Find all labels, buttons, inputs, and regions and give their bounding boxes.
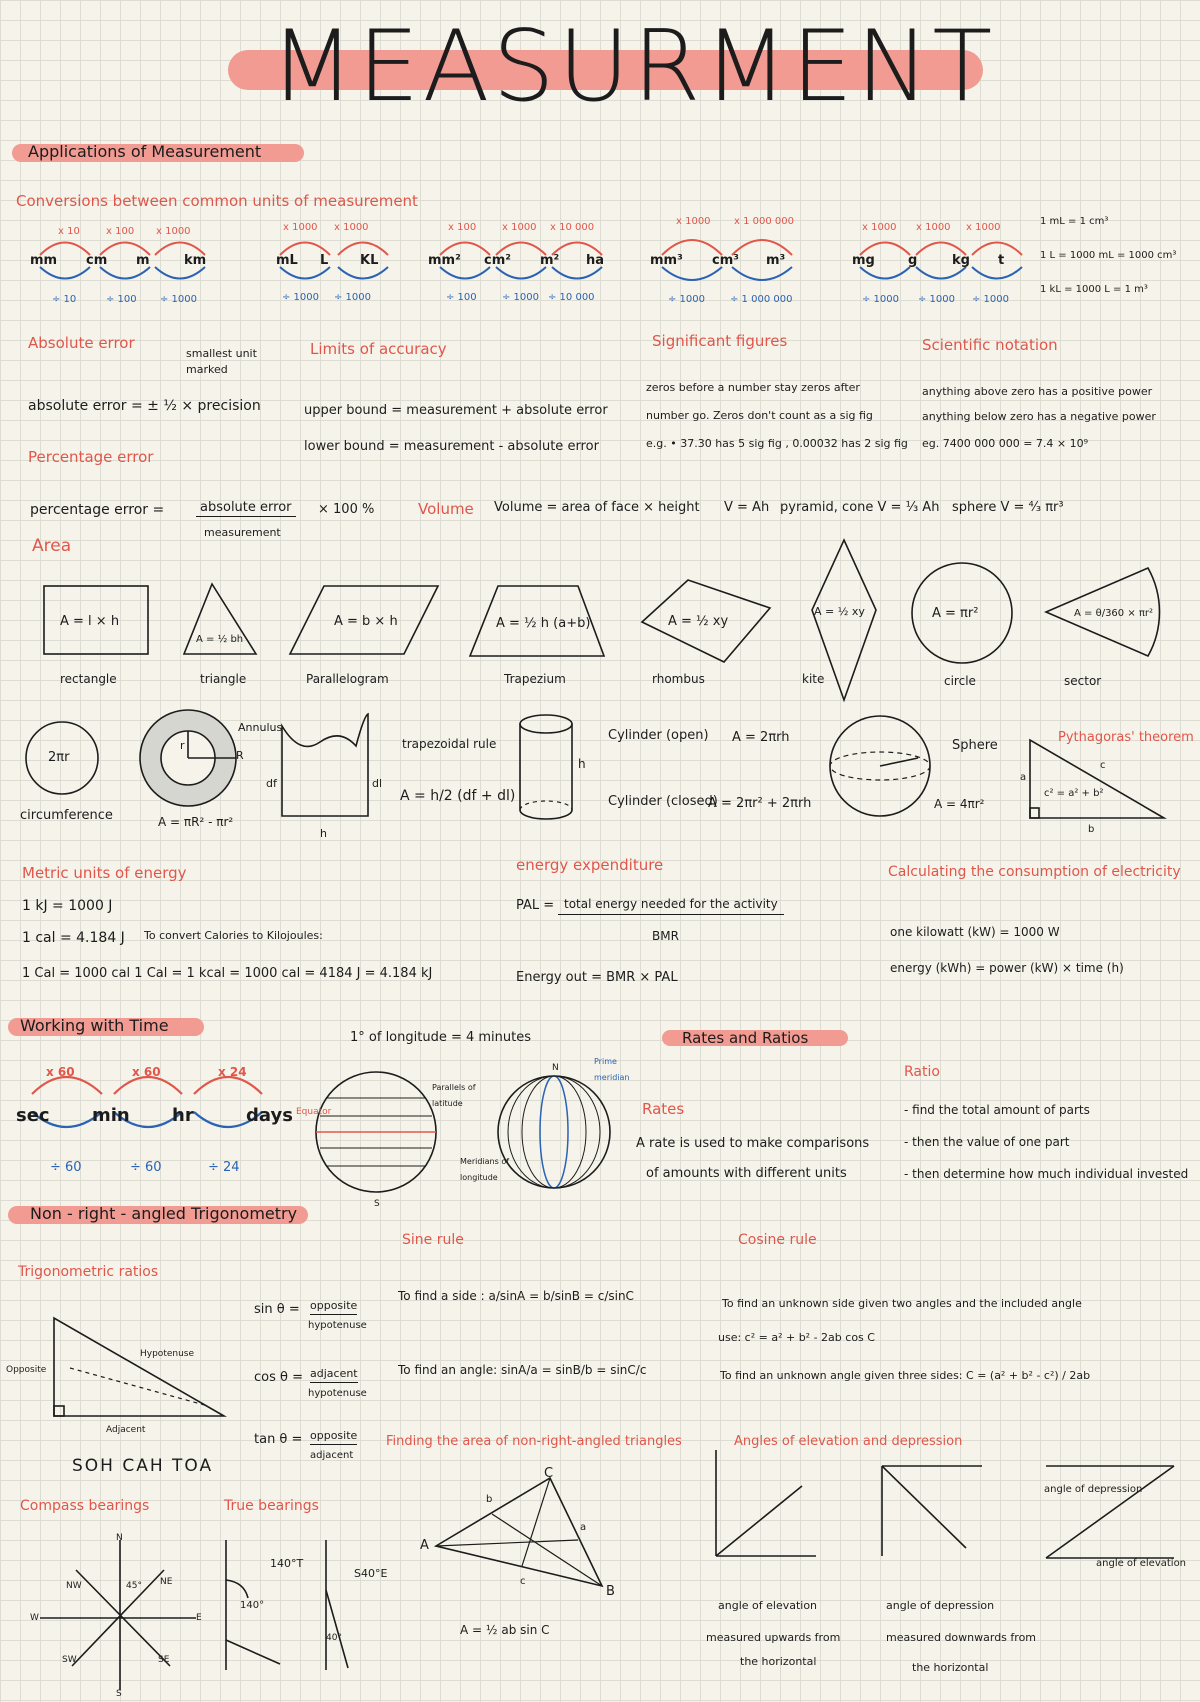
ratio-heading: Ratio — [904, 1064, 940, 1080]
pythagoras-triangle — [1030, 740, 1164, 818]
cosine-rule-angle: To find an unknown angle given three sides: C = (a² + b² - c²) / 2ab — [720, 1369, 1091, 1382]
cylinder-open-formula: A = 2πrh — [732, 730, 790, 745]
tri-a: a — [580, 1522, 587, 1533]
shape-name: Trapezium — [504, 672, 566, 686]
cos-num: adjacent — [310, 1366, 358, 1383]
multiply-label: x 1000 — [916, 222, 951, 233]
divide-label: ÷ 1000 — [972, 294, 1010, 305]
pal-lhs: PAL = — [516, 898, 555, 913]
sphere-formula: A = 4πr² — [934, 797, 985, 811]
compass-nw: NW — [66, 1581, 82, 1591]
multiply-label: x 1000 — [502, 222, 537, 233]
energy-Cal: 1 Cal = 1000 cal 1 Cal = 1 kcal = 1000 cal = 4184 J = 4.184 kJ — [22, 966, 433, 981]
compass-w: W — [30, 1613, 39, 1623]
shape-name: rhombus — [652, 672, 705, 686]
soh-cah-toa: SOH CAH TOA — [72, 1456, 214, 1476]
compass-se: SE — [158, 1655, 170, 1665]
cos-den: hypotenuse — [308, 1388, 367, 1399]
sine-rule-side: To find a side : a/sinA = b/sinB = c/sinC — [398, 1289, 634, 1303]
triangle-area-formula: A = ½ ab sin C — [460, 1623, 550, 1637]
pal-num: total energy needed for the activity — [558, 896, 784, 915]
divide-label: ÷ 1000 — [502, 292, 540, 303]
depression-caption: the horizontal — [912, 1661, 989, 1674]
ratio-step: - then the value of one part — [904, 1135, 1070, 1149]
unit-label: mm — [30, 253, 58, 268]
tri-b: b — [486, 1494, 493, 1505]
time-unit: hr — [172, 1105, 194, 1126]
sig-figs-line: e.g. • 37.30 has 5 sig fig , 0.00032 has 2 sig fig — [646, 437, 908, 450]
depression-label: angle of depression — [1044, 1484, 1143, 1495]
area-formula: A = πr² — [932, 606, 979, 621]
compass-ne: NE — [160, 1577, 173, 1587]
rates-line: A rate is used to make comparisons — [636, 1136, 870, 1151]
sig-figs-line: number go. Zeros don't count as a sig fig — [646, 409, 873, 422]
sin-num: opposite — [310, 1298, 357, 1315]
time-divide: ÷ 60 — [50, 1160, 82, 1175]
divide-label: ÷ 100 — [446, 292, 477, 303]
upper-bound: upper bound = measurement + absolute error — [304, 403, 608, 418]
triangle-area-heading: Finding the area of non-right-angled triangles — [386, 1434, 682, 1449]
pythagoras-c: c — [1100, 760, 1106, 771]
multiply-label: x 10 — [58, 226, 80, 237]
trap-df: df — [266, 777, 277, 790]
cosine-rule-use: use: c² = a² + b² - 2ab cos C — [718, 1331, 875, 1344]
cylinder-closed: Cylinder (closed) — [608, 794, 718, 809]
energy-kj: 1 kJ = 1000 J — [22, 898, 113, 914]
bearing-S40E: S40°E — [354, 1567, 388, 1580]
time-divide: ÷ 60 — [130, 1160, 162, 1175]
ratio-step: - find the total amount of parts — [904, 1103, 1090, 1117]
electricity-kw: one kilowatt (kW) = 1000 W — [890, 925, 1060, 939]
percentage-error-rhs: × 100 % — [318, 502, 375, 517]
divide-label: ÷ 1000 — [918, 294, 956, 305]
unit-label: L — [320, 253, 329, 268]
elevation-heading: Angles of elevation and depression — [734, 1434, 963, 1449]
lower-bound: lower bound = measurement - absolute error — [304, 439, 599, 454]
unit-label: m — [136, 253, 150, 268]
trap-h: h — [320, 827, 327, 840]
meridians-label: Meridians of longitude — [460, 1157, 510, 1182]
equator-label: Equator — [296, 1107, 332, 1117]
bearing-140-angle: 140° — [240, 1600, 265, 1611]
shape-name: rectangle — [60, 672, 117, 686]
trap-dl: dl — [372, 777, 383, 790]
area-formula: A = ½ bh — [196, 634, 244, 645]
pythagoras-formula: c² = a² + b² — [1044, 788, 1104, 799]
tan-lhs: tan θ = — [254, 1432, 303, 1447]
conversions-heading: Conversions between common units of measurement — [16, 192, 418, 210]
bearing-140T: 140°T — [270, 1557, 304, 1570]
time-unit: sec — [16, 1105, 50, 1126]
area-formula: A = ½ h (a+b) — [496, 616, 591, 631]
longitude-note: 1° of longitude = 4 minutes — [350, 1030, 532, 1045]
cosine-rule-side: To find an unknown side given two angles and the included angle — [722, 1297, 1082, 1310]
unit-label: mL — [276, 253, 298, 268]
multiply-label: x 1 000 000 — [734, 216, 794, 227]
conversion-note: 1 kL = 1000 L = 1 m³ — [1040, 284, 1148, 295]
unit-label: ha — [586, 253, 605, 268]
section-applications: Applications of Measurement — [28, 142, 262, 161]
trapezoidal-label: trapezoidal rule — [402, 737, 497, 751]
sci-line: anything above zero has a positive power — [922, 385, 1153, 398]
divide-label: ÷ 100 — [106, 294, 137, 305]
tri-B: B — [606, 1584, 615, 1599]
conversion-note: 1 mL = 1 cm³ — [1040, 216, 1109, 227]
sci-line: eg. 7400 000 000 = 7.4 × 10⁹ — [922, 437, 1089, 450]
compass-e: E — [196, 1613, 202, 1623]
area-formula: A = ½ xy — [668, 614, 729, 629]
divide-label: ÷ 1000 — [282, 292, 320, 303]
sine-rule-heading: Sine rule — [402, 1232, 464, 1248]
cosine-rule-heading: Cosine rule — [738, 1232, 817, 1248]
rates-line: of amounts with different units — [646, 1166, 847, 1181]
volume-sphere: sphere V = ⁴⁄₃ πr³ — [952, 500, 1064, 515]
compass-bearings-heading: Compass bearings — [20, 1498, 150, 1514]
electricity-kwh: energy (kWh) = power (kW) × time (h) — [890, 961, 1124, 975]
divide-label: ÷ 1000 — [862, 294, 900, 305]
time-unit: days — [246, 1105, 293, 1126]
trapezoidal-shape — [282, 714, 368, 816]
page-title: MEASURMENT — [270, 10, 996, 124]
unit-label: cm³ — [712, 253, 739, 268]
multiply-label: x 1000 — [283, 222, 318, 233]
area-heading: Area — [32, 536, 72, 556]
multiply-label: x 1000 — [334, 222, 369, 233]
unit-label: mm³ — [650, 253, 683, 268]
unit-label: mg — [852, 253, 875, 268]
elevation-label: angle of elevation — [1096, 1558, 1187, 1569]
energy-expenditure-heading: energy expenditure — [516, 856, 664, 874]
volume-prism: V = Ah — [724, 500, 770, 515]
unit-label: cm — [86, 253, 108, 268]
globe-s: S — [374, 1199, 380, 1209]
tan-num: opposite — [310, 1428, 357, 1445]
time-multiply: x 60 — [132, 1065, 161, 1079]
tri-A: A — [420, 1538, 429, 1553]
divide-label: ÷ 1000 — [160, 294, 198, 305]
divide-label: ÷ 1 000 000 — [730, 294, 793, 305]
volume-formula: Volume = area of face × height — [494, 500, 700, 515]
multiply-label: x 1000 — [862, 222, 897, 233]
annulus-formula: A = πR² - πr² — [158, 815, 234, 829]
absolute-error-note: smallest unit marked — [186, 347, 257, 376]
time-unit: min — [92, 1105, 130, 1126]
shape-name: circle — [944, 674, 976, 688]
area-shapes — [0, 540, 1200, 700]
compass-sw: SW — [62, 1655, 77, 1665]
divide-label: ÷ 1000 — [668, 294, 706, 305]
sci-heading: Scientific notation — [922, 336, 1058, 354]
sig-figs-line: zeros before a number stay zeros after — [646, 381, 860, 394]
pythagoras-b: b — [1088, 824, 1095, 835]
limits-heading: Limits of accuracy — [310, 340, 447, 358]
trig-triangle — [50, 1316, 250, 1426]
time-multiply: x 24 — [218, 1065, 247, 1079]
unit-label: KL — [360, 253, 379, 268]
tan-den: adjacent — [310, 1450, 354, 1461]
depression-caption: angle of depression — [886, 1599, 995, 1612]
multiply-label: x 1000 — [156, 226, 191, 237]
area-formula: A = l × h — [60, 614, 120, 629]
multiply-label: x 1000 — [676, 216, 711, 227]
compass-45: 45° — [126, 1581, 142, 1591]
section-rates-ratios: Rates and Ratios — [682, 1029, 809, 1047]
conversion-note: 1 L = 1000 mL = 1000 cm³ — [1040, 250, 1177, 261]
depression-caption: measured downwards from — [886, 1631, 1037, 1644]
metric-energy-heading: Metric units of energy — [22, 864, 187, 882]
sci-line: anything below zero has a negative power — [922, 410, 1156, 423]
cylinder-open: Cylinder (open) — [608, 728, 709, 743]
shape-name: Parallelogram — [306, 672, 389, 686]
cos-lhs: cos θ = — [254, 1370, 303, 1385]
prime-meridian-label: Prime meridian — [594, 1057, 630, 1082]
energy-cal: 1 cal = 4.184 J — [22, 930, 125, 946]
hypotenuse-label: Hypotenuse — [140, 1349, 195, 1359]
electricity-heading: Calculating the consumption of electricity — [888, 864, 1181, 880]
energy-out: Energy out = BMR × PAL — [516, 970, 678, 985]
parallels-label: Parallels of latitude — [432, 1083, 476, 1108]
ratio-step: - then determine how much individual invested — [904, 1167, 1189, 1181]
globe-n: N — [552, 1063, 559, 1073]
energy-convert: To convert Calories to Kilojoules: — [144, 929, 323, 942]
annulus-R: R — [236, 749, 244, 762]
pythagoras-heading: Pythagoras' theorem — [1058, 730, 1194, 745]
pythagoras-a: a — [1020, 772, 1027, 783]
shape-name: triangle — [200, 672, 247, 686]
annulus-label: Annulus — [238, 721, 283, 734]
unit-label: m³ — [766, 253, 786, 268]
sin-den: hypotenuse — [308, 1320, 367, 1331]
elevation-caption: measured upwards from — [706, 1631, 841, 1644]
pal-den: BMR — [652, 929, 679, 943]
shape-name: sector — [1064, 674, 1102, 688]
tri-c: c — [520, 1576, 526, 1587]
rates-heading: Rates — [642, 1100, 685, 1118]
area-formula: A = ½ xy — [814, 605, 865, 618]
percentage-error-heading: Percentage error — [28, 448, 154, 466]
divide-label: ÷ 1000 — [334, 292, 372, 303]
adjacent-label: Adjacent — [106, 1425, 146, 1435]
percentage-error-num: absolute error — [196, 500, 296, 517]
sin-lhs: sin θ = — [254, 1302, 300, 1317]
multiply-label: x 100 — [106, 226, 135, 237]
time-divide: ÷ 24 — [208, 1160, 240, 1175]
tri-C: C — [544, 1466, 554, 1481]
multiply-label: x 1000 — [966, 222, 1001, 233]
true-bearings-heading: True bearings — [224, 1498, 319, 1514]
opposite-label: Opposite — [6, 1365, 47, 1375]
unit-label: kg — [952, 253, 970, 268]
section-trig: Non - right - angled Trigonometry — [30, 1204, 298, 1223]
unit-label: mm² — [428, 253, 461, 268]
compass-s: S — [116, 1689, 122, 1699]
time-multiply: x 60 — [46, 1065, 75, 1079]
sig-figs-heading: Significant figures — [652, 332, 788, 350]
unit-label: cm² — [484, 253, 511, 268]
cylinder-closed-formula: A = 2πr² + 2πrh — [708, 796, 812, 811]
unit-label: g — [908, 253, 918, 268]
section-time: Working with Time — [20, 1016, 169, 1035]
elevation-caption: the horizontal — [740, 1655, 817, 1668]
volume-heading: Volume — [418, 500, 474, 518]
shape-name: kite — [802, 672, 825, 686]
divide-label: ÷ 10 000 — [548, 292, 595, 303]
percentage-error-lhs: percentage error = — [30, 502, 165, 518]
absolute-error-formula: absolute error = ± ½ × precision — [28, 398, 261, 414]
unit-label: m² — [540, 253, 560, 268]
circumference-label: circumference — [20, 808, 113, 823]
cylinder-h: h — [578, 757, 586, 771]
bearing-40-angle: 40° — [326, 1633, 342, 1643]
area-formula: A = θ/360 × πr² — [1074, 608, 1154, 619]
elevation-caption: angle of elevation — [718, 1599, 818, 1612]
trig-ratios-heading: Trigonometric ratios — [18, 1264, 159, 1280]
percentage-error-den: measurement — [204, 526, 281, 539]
compass-n: N — [116, 1533, 123, 1543]
circumference-formula: 2πr — [48, 750, 70, 765]
volume-pyramid: pyramid, cone V = ⅓ Ah — [780, 500, 940, 515]
divide-label: ÷ 10 — [52, 294, 77, 305]
annulus-r: r — [180, 739, 185, 752]
area-formula: A = b × h — [334, 614, 398, 629]
multiply-label: x 10 000 — [550, 222, 595, 233]
sine-rule-angle: To find an angle: sinA/a = sinB/b = sinC/c — [398, 1363, 647, 1377]
absolute-error-heading: Absolute error — [28, 334, 135, 352]
trapezoidal-formula: A = h/2 (df + dl) — [400, 788, 516, 804]
unit-label: km — [184, 253, 207, 268]
unit-label: t — [998, 253, 1005, 268]
non-right-triangle — [430, 1470, 630, 1600]
multiply-label: x 100 — [448, 222, 477, 233]
sphere-label: Sphere — [952, 738, 998, 753]
